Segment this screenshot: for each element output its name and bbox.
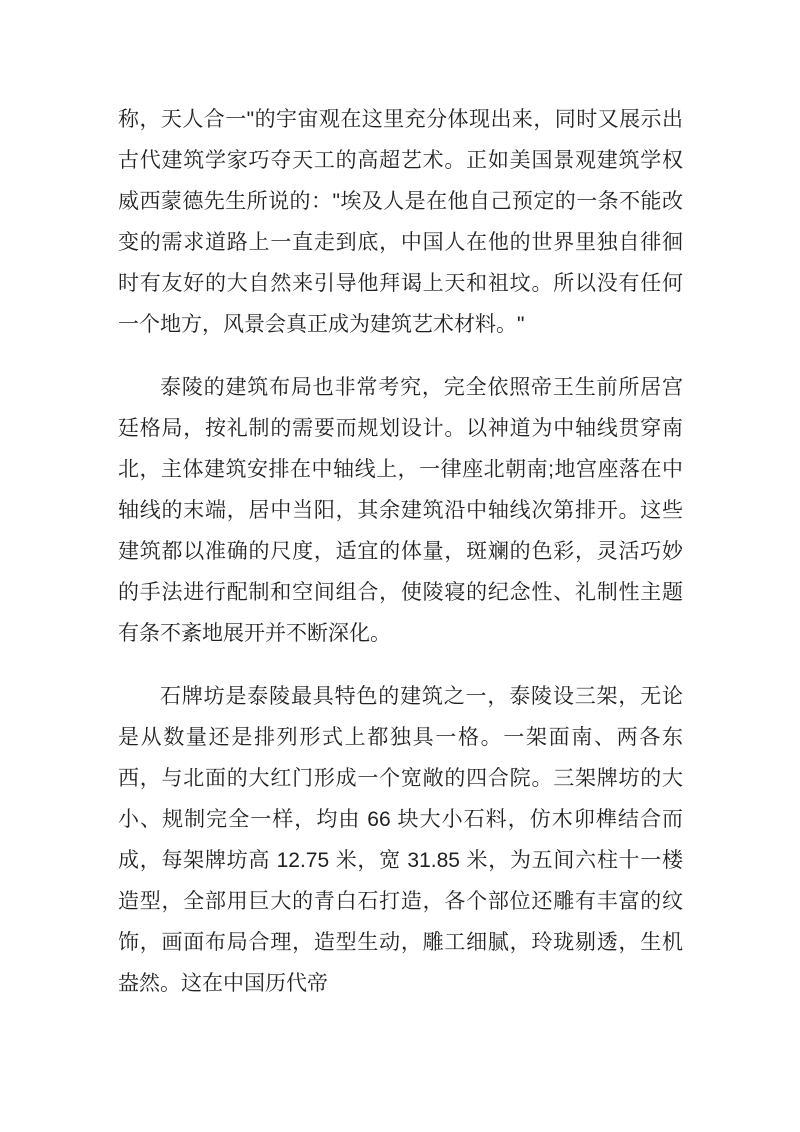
paragraph-tailing-layout: 泰陵的建筑布局也非常考究，完全依照帝王生前所居宫廷格局，按礼制的需要而规划设计。以神道为中轴线贯穿南北，主体建筑安排在中轴线上，一律座北朝南;地宫座落在中轴线的末端，居中当阳，其余建筑沿中轴线次第排开。这些建筑都以准确的尺度，适宜的体量，斑斓的色彩，灵活巧妙的手法进行配制和空间组合，使陵寝的纪念性、礼制性主题有条不紊地展开并不断深化。 <box>118 376 683 645</box>
document-content <box>118 99 683 1026</box>
paragraph-quote-continuation: 称，天人合一"的宇宙观在这里充分体现出来，同时又展示出古代建筑学家巧夺天工的高超艺术。正如美国景观建筑学权威西蒙德先生所说的："埃及人是在他自己预定的一条不能改变的需求道路上一直走到底，中国人在他的世界里独自徘徊时有友好的大自然来引导他拜谒上天和祖坟。所以没有任何一个地方，风景会真正成为建筑艺术材料。" <box>118 108 683 336</box>
paragraph-stone-archway: 石牌坊是泰陵最具特色的建筑之一，泰陵设三架，无论是从数量还是排列形式上都独具一格。一架面南、两各东西，与北面的大红门形成一个宽敞的四合院。三架牌坊的大小、规制完全一样，均由 66 块大小石料，仿木卯榫结合而成，每架牌坊高 12.75 米，宽 31.85 米，为五间六柱十一楼造型，全部用巨大的青白石打造，各个部位还雕有丰富的纹饰，画面布局合理，造型生动，雕工细腻，玲珑剔透，生机盎然。这在中国历代帝 <box>118 685 683 995</box>
